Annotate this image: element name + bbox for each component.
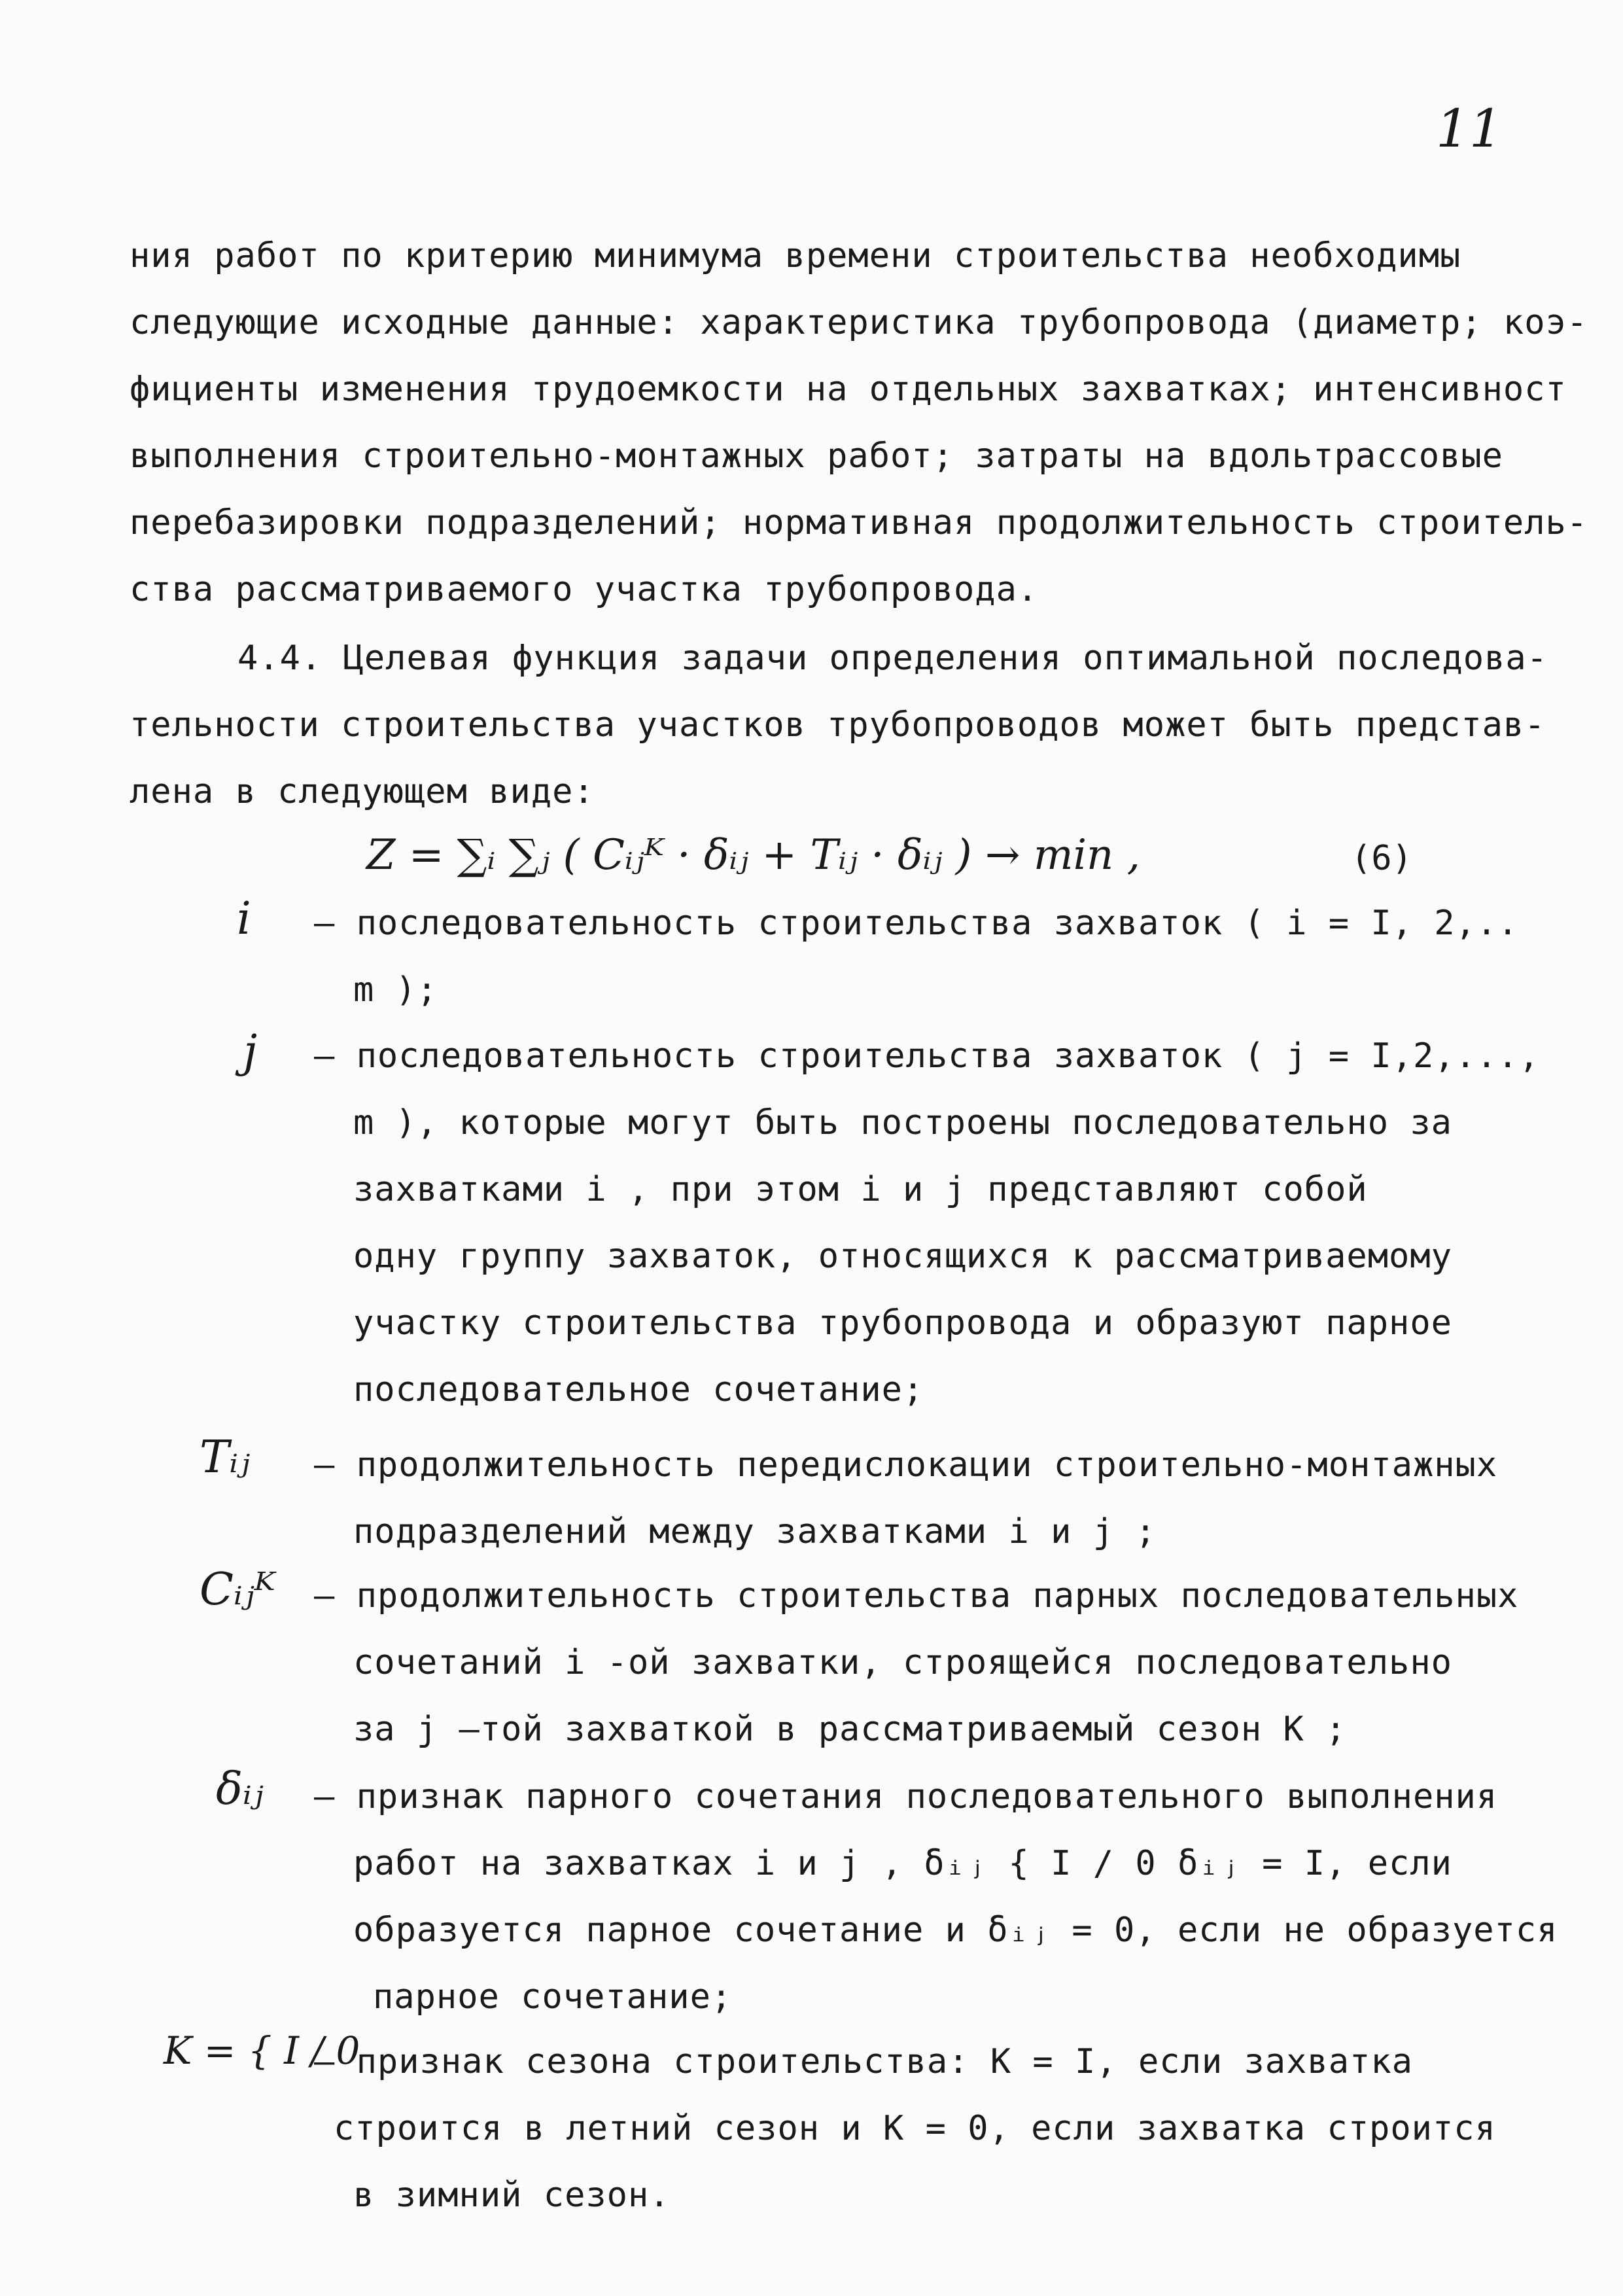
- text-line: парное сочетание;: [373, 1977, 733, 2017]
- symbol-delta-ij: δᵢⱼ: [216, 1763, 264, 1815]
- text-line: строится в летний сезон и K = 0, если захватка строится: [334, 2109, 1496, 2148]
- text-line: – продолжительность строительства парных последовательных: [314, 1576, 1519, 1616]
- text-line: работ на захватках i и j , δᵢⱼ { I / 0 δᵢⱼ = I, если: [353, 1844, 1452, 1883]
- symbol-t-ij: Tᵢⱼ: [200, 1432, 250, 1483]
- text-line: участку строительства трубопровода и образуют парное: [353, 1303, 1452, 1343]
- text-line: тельности строительства участков трубопроводов может быть представ-: [130, 705, 1546, 745]
- definition-k: [314, 2028, 1496, 2229]
- text-line: перебазировки подразделений; нормативная продолжительность строитель-: [130, 503, 1588, 542]
- text-line: ния работ по критерию минимума времени строительства необходимы: [130, 236, 1461, 275]
- text-line: в зимний сезон.: [353, 2176, 671, 2215]
- text-line: m ), которые могут быть построены последовательно за: [353, 1103, 1452, 1142]
- definition-t-ij: [314, 1432, 1497, 1565]
- symbol-k: K = { I / 0: [164, 2028, 360, 2073]
- objective-formula: Z = ∑ᵢ ∑ⱼ ( Cᵢⱼᴷ · δᵢⱼ + Tᵢⱼ · δᵢⱼ ) → min ,: [366, 831, 1140, 879]
- text-line: – признак сезона строительства: K = I, если захватка: [314, 2042, 1413, 2081]
- text-line: – последовательность строительства захваток ( j = I,2,...,: [314, 1036, 1540, 1076]
- text-line: последовательное сочетание;: [353, 1370, 924, 1409]
- text-line: образуется парное сочетание и δᵢⱼ = 0, если не образуется: [353, 1911, 1558, 1950]
- definition-i: [314, 890, 1518, 1023]
- text-line: выполнения строительно-монтажных работ; затраты на вдольтрассовые: [130, 436, 1503, 476]
- text-line: подразделений между захватками i и j ;: [353, 1512, 1157, 1551]
- page-number: 11: [1436, 98, 1503, 159]
- text-line: – последовательность строительства захваток ( i = I, 2,..: [314, 904, 1519, 943]
- text-line: сочетаний i -ой захватки, строящейся последовательно: [353, 1643, 1452, 1682]
- text-line: ства рассматриваемого участка трубопровода.: [130, 570, 1039, 609]
- text-line: за j –той захваткой в рассматриваемый сезон K ;: [353, 1710, 1347, 1749]
- text-line: одну группу захваток, относящихся к рассматриваемому: [353, 1237, 1452, 1276]
- definition-c-ij-k: [314, 1563, 1518, 1763]
- text-line: лена в следующем виде:: [130, 772, 595, 811]
- symbol-c-ij-k: Cᵢⱼᴷ: [200, 1564, 275, 1616]
- text-line: следующие исходные данные: характеристика трубопровода (диаметр; коэ-: [130, 303, 1588, 342]
- text-line: фициенты изменения трудоемкости на отдельных захватках; интенсивност: [130, 370, 1567, 409]
- text-line: 4.4. Целевая функция задачи определения оптимальной последова-: [237, 639, 1548, 678]
- symbol-i: i: [237, 893, 251, 945]
- formula-number: (6): [1351, 839, 1412, 878]
- text-line: – признак парного сочетания последовательного выполнения: [314, 1777, 1498, 1816]
- symbol-j: j: [243, 1026, 258, 1078]
- definition-j: [314, 1023, 1540, 1423]
- text-line: захватками i , при этом i и j представляют собой: [353, 1170, 1368, 1209]
- intro-paragraph: [130, 222, 1588, 623]
- definition-delta-ij: [314, 1763, 1558, 2030]
- text-line: m );: [353, 970, 438, 1010]
- section-4-4-paragraph: [130, 625, 1548, 825]
- text-line: – продолжительность передислокации строительно-монтажных: [314, 1445, 1498, 1485]
